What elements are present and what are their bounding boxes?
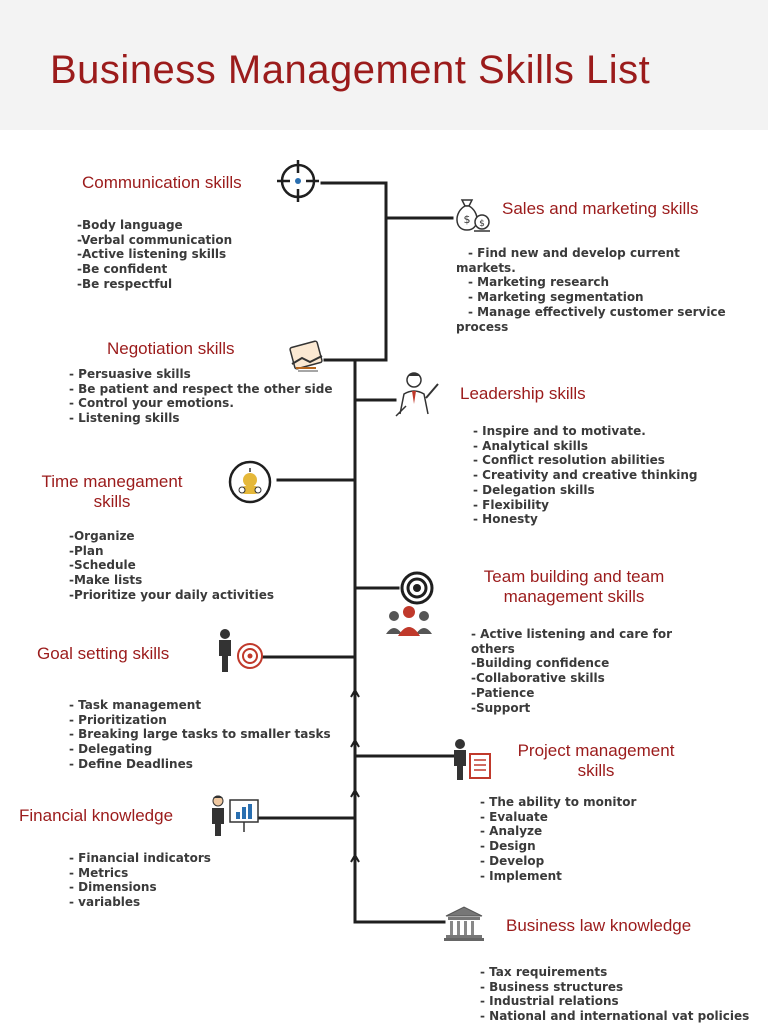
list-item: -Collaborative skills (471, 671, 605, 686)
title-line: Team building and team (483, 567, 665, 586)
list-item: -Building confidence (471, 656, 610, 671)
person-target-icon (214, 626, 268, 674)
alarm-clock-icon (222, 456, 280, 506)
list-item: - Marketing research (468, 275, 610, 290)
sales-marketing-skills-title: Sales and marketing skills (502, 199, 699, 218)
title-line: management skills (503, 587, 645, 606)
list-item: - Creativity and creative thinking (473, 468, 698, 483)
goal-setting-skills-title: Goal setting skills (37, 644, 170, 663)
title-line: Project management (517, 741, 675, 760)
list-item: - Dimensions (69, 880, 157, 895)
list-item: - Tax requirements (480, 965, 608, 979)
list-item: - Prioritization (69, 712, 167, 727)
list-item: -Be confident (77, 262, 168, 277)
list-item: -Be respectful (77, 276, 173, 291)
list-item: - Evaluate (480, 809, 548, 824)
financial-knowledge-title: Financial knowledge (19, 806, 174, 825)
courthouse-icon (442, 904, 486, 942)
communication-skills-title: Communication skills (82, 173, 242, 192)
manager-clipboard-icon (448, 736, 494, 782)
time-management-skills-list (69, 529, 274, 603)
list-item: - Active listening and care for others (471, 627, 672, 656)
svg-text:$: $ (463, 213, 471, 226)
title-line: Time manegament (41, 472, 183, 491)
list-item: -Body language (77, 218, 183, 232)
team-people-icon (384, 604, 434, 638)
list-item: -Patience (471, 685, 535, 700)
business-law-knowledge-title: Business law knowledge (506, 916, 692, 935)
list-item: - Delegation skills (473, 482, 595, 497)
leadership-skills-title: Leadership skills (460, 384, 586, 403)
list-item: - The ability to monitor (480, 795, 637, 809)
leader-person-icon (392, 370, 442, 418)
list-item: - Develop (480, 853, 545, 868)
sales-marketing-skills-list (456, 246, 746, 334)
list-item: - Implement (480, 868, 562, 883)
list-item: - Marketing segmentation (468, 290, 644, 305)
leadership-skills-list (473, 424, 697, 527)
list-item: - Be patient and respect the other side (69, 381, 333, 396)
list-item: -Schedule (69, 558, 136, 573)
list-item: - variables (69, 895, 141, 910)
page-title: Business Management Skills List (50, 48, 651, 92)
list-item: - Breaking large tasks to smaller tasks (69, 727, 331, 742)
team-building-skills-title (468, 567, 680, 607)
list-item: -Verbal communication (77, 232, 233, 247)
list-item: - Conflict resolution abilities (473, 453, 665, 468)
bullseye-target-icon (398, 570, 436, 606)
presenter-chart-icon (206, 792, 262, 838)
list-item: - Design (480, 839, 536, 854)
list-item: - Listening skills (69, 411, 180, 426)
goal-setting-skills-list (69, 698, 331, 772)
list-item: - Task management (69, 698, 202, 712)
list-item: - Business structures (480, 979, 624, 994)
list-item: - Inspire and to motivate. (473, 424, 646, 438)
list-item: - Find new and develop current markets. (456, 246, 680, 275)
svg-text:$: $ (479, 219, 485, 229)
business-law-knowledge-list (480, 965, 749, 1024)
list-item: - Flexibility (473, 497, 549, 512)
communication-skills-list (77, 218, 232, 292)
list-item: - Define Deadlines (69, 756, 193, 771)
list-item: - National and international vat policies (480, 1009, 750, 1024)
target-crosshair-icon (273, 158, 323, 204)
financial-knowledge-list (69, 851, 211, 910)
list-item: - Analyze (480, 824, 543, 839)
list-item: -Plan (69, 543, 104, 558)
list-item: -Prioritize your daily activities (69, 587, 274, 602)
list-item: - Analytical skills (473, 438, 588, 453)
list-item: - Metrics (69, 865, 129, 880)
list-item: -Support (471, 700, 531, 715)
team-building-skills-list (471, 627, 691, 715)
list-item: - Honesty (473, 512, 538, 527)
project-management-skills-title (502, 741, 690, 781)
list-item: - Persuasive skills (69, 367, 191, 381)
list-item: -Organize (69, 529, 135, 543)
list-item: - Control your emotions. (69, 396, 234, 411)
list-item: - Delegating (69, 742, 153, 757)
list-item: -Active listening skills (77, 247, 227, 262)
list-item: - Financial indicators (69, 851, 211, 865)
title-line: skills (577, 761, 615, 780)
project-management-skills-list (480, 795, 636, 883)
negotiation-skills-list (69, 367, 332, 426)
list-item: -Make lists (69, 573, 143, 588)
list-item: - Manage effectively customer service process (456, 304, 726, 334)
time-management-skills-title (30, 472, 194, 512)
money-bag-icon (448, 192, 492, 234)
title-line: skills (93, 492, 131, 511)
negotiation-skills-title: Negotiation skills (107, 339, 235, 358)
list-item: - Industrial relations (480, 994, 619, 1009)
